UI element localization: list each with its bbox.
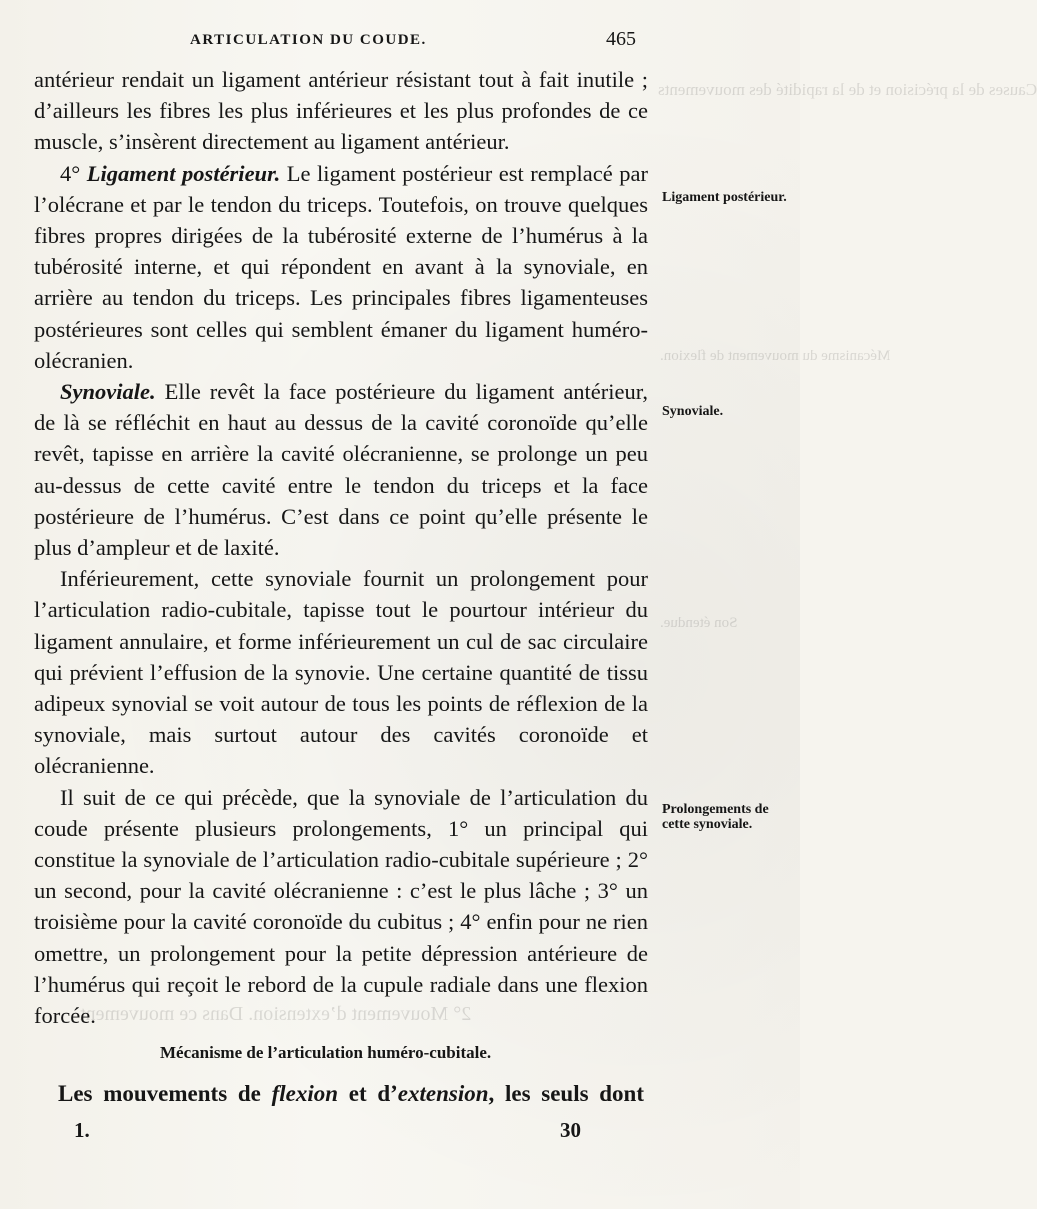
page-number: 465 (606, 28, 636, 50)
margin-note: Prolongements de cette synoviale. (662, 802, 769, 832)
paragraph-text: antérieur rendait un ligament antérieur résistant tout à fait inutile ; d’ailleurs les fibres les plus inférieures et les plus profondes de ce muscle, s’insèrent directement au ligament antérieur. (34, 67, 648, 155)
text-run: et d’ (338, 1081, 398, 1106)
paragraph-lead: Synoviale. (60, 379, 156, 405)
running-title: ARTICULATION DU COUDE. (190, 32, 427, 48)
margin-note: Synoviale. (662, 404, 724, 419)
text-run: Les mouvements de (58, 1081, 272, 1106)
paragraph (34, 376, 648, 563)
paragraph (34, 64, 648, 158)
paragraph-number: 4° (60, 160, 87, 186)
section-heading: Mécanisme de l’articulation huméro-cubitale. (160, 1043, 492, 1062)
paragraph-text: Il suit de ce qui précède, que la synoviale de l’articulation du coude présente plusieurs prolongements, 1° un principal qui constitue la synoviale de l’articulation radio-cubitale supérieure ; 2° un second, pour la cavité olécranienne : c’est le plus lâche ; 3° un troisième pour la cavité coronoïde du cubitus ; 4° enfin pour ne rien omettre, un prolongement pour la petite dépression antérieure de l’humérus qui reçoit le rebord de la cupule radiale dans une flexion forcée. (34, 784, 648, 1029)
bleed-through-text: 2° Mouvement d’extension. Dans ce mouvement (80, 1003, 472, 1025)
text-run: , les seuls dont (488, 1081, 644, 1106)
bleed-through-text: Son étendue. (660, 615, 738, 631)
paragraph (34, 563, 648, 781)
body-text (34, 64, 648, 1031)
paragraph (34, 782, 648, 1032)
paragraph-text: Le ligament postérieur est remplacé par l’olécrane et par le tendon du triceps. Toutefois, on trouve quelques fibres propres dirigées de la tubérosité externe de l’humérus à la tubérosité interne, et qui répondent en avant à la synoviale, en arrière au tendon du triceps. Les principales fibres ligamenteuses postérieures sont celles qui semblent émaner du ligament huméro-olécranien. (34, 160, 648, 373)
bleed-through-text: Causes de la précision et de la rapidité des mouvements (658, 80, 1037, 99)
paragraph-first-line (58, 1081, 644, 1107)
italic-term: flexion (271, 1081, 339, 1106)
paragraph-lead: Ligament postérieur. (86, 160, 281, 186)
paragraph (34, 158, 648, 376)
signature-number: 30 (560, 1118, 581, 1142)
bleed-through-text: Mécanisme du mouvement de flexion. (660, 348, 891, 364)
margin-note: Ligament postérieur. (662, 190, 787, 205)
italic-term: extension (397, 1081, 489, 1106)
paragraph-text: Inférieurement, cette synoviale fournit un prolongement pour l’articulation radio-cubitale, tapisse tout le pourtour intérieur du ligament annulaire, et forme inférieurement un cul de sac circulaire qui prévient l’effusion de la synovie. Une certaine quantité de tissu adipeux synovial se voit autour de tous les points de réflexion de la synoviale, mais surtout autour des cavités coronoïde et olécranienne. (34, 566, 648, 779)
signature-mark: 1. (74, 1118, 90, 1142)
paragraph-text: Elle revêt la face postérieure du ligament antérieur, de là se réfléchit en haut au dessus de la cavité coronoïde qu’elle revêt, tapisse en arrière la cavité olécranienne, se prolonge un peu au-dessus de cette cavité entre le tendon du triceps et la face postérieure de l’humérus. C’est dans ce point qu’elle présente le plus d’ampleur et de laxité. (34, 379, 648, 561)
